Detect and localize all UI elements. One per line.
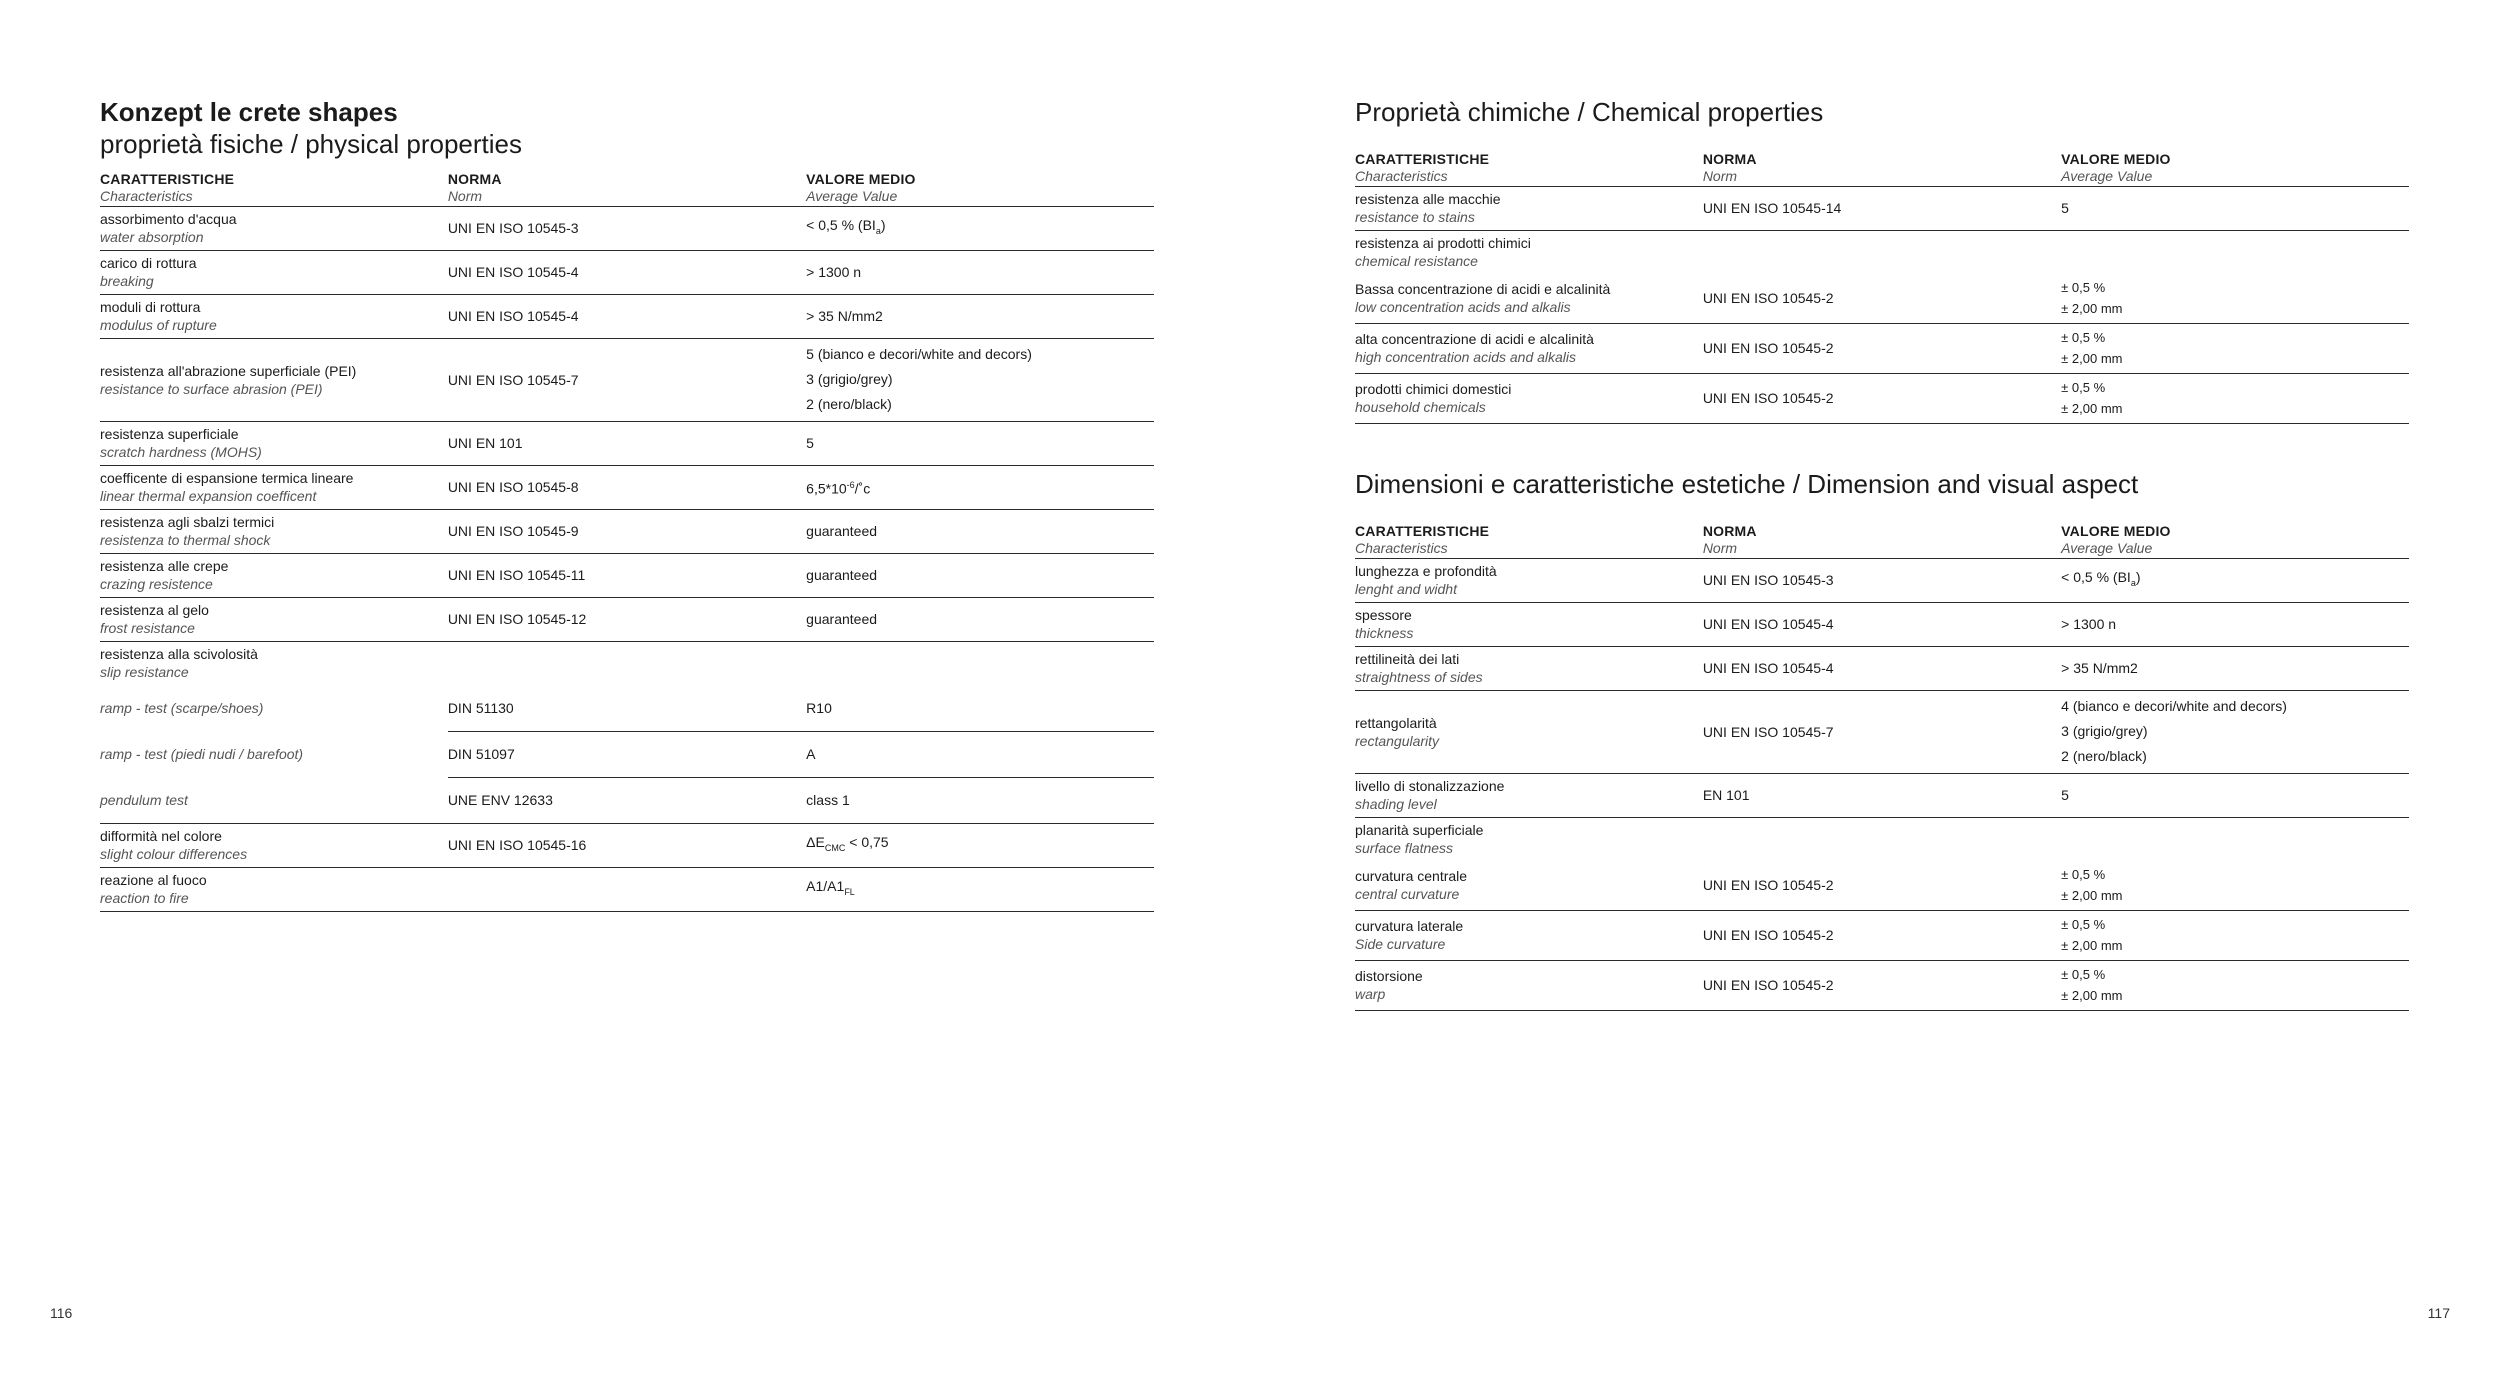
table-row: assorbimento d'acqua water absorption UNI EN ISO 10545-3 < 0,5 % $(BI_a)$ <box>100 207 1154 251</box>
table-row: spessore thickness UNI EN ISO 10545-4 > 1300 n <box>1355 603 2409 647</box>
header-average-value: VALORE MEDIO Average Value <box>2061 146 2409 187</box>
page-number-right: 117 <box>2427 1305 2450 1321</box>
table-row: curvatura centrale central curvature UNI EN ISO 10545-2 ± 0,5 % ± 2,00 mm <box>1355 861 2409 911</box>
table-row: distorsione warp UNI EN ISO 10545-2 ± 0,5 % ± 2,00 mm <box>1355 961 2409 1011</box>
table-row: ramp - test (scarpe/shoes) DIN 51130 R10 <box>100 685 1154 731</box>
table-row: resistenza alle crepe crazing resistence UNI EN ISO 10545-11 guaranteed <box>100 554 1154 598</box>
table-row: lunghezza e profondità lenght and widht UNI EN ISO 10545-3 < 0,5 % $(BI_a)$ <box>1355 559 2409 603</box>
table-row: pendulum test UNE ENV 12633 class 1 <box>100 777 1154 824</box>
header-characteristics: CARATTERISTICHE Characteristics <box>100 166 448 207</box>
table-row: curvatura laterale Side curvature UNI EN ISO 10545-2 ± 0,5 % ± 2,00 mm <box>1355 911 2409 961</box>
dimension-table <box>1355 518 2409 1011</box>
table-row: planarità superficiale surface flatness <box>1355 822 1484 856</box>
table-row: resistenza al gelo frost resistance UNI EN ISO 10545-12 guaranteed <box>100 598 1154 642</box>
table-header <box>100 166 1154 207</box>
chemical-properties-title: Proprietà chimiche / Chemical properties <box>1355 97 1824 127</box>
left-page <box>100 96 1154 912</box>
header-norm: NORMA Norm <box>1703 518 2061 559</box>
header-average-value: VALORE MEDIO Average Value <box>806 166 1154 207</box>
table-row: Bassa concentrazione di acidi e alcalinità low concentration acids and alkalis UNI EN ISO 10545-2 ± 0,5 % ± 2,00 mm <box>1355 274 2409 324</box>
header-average-value: VALORE MEDIO Average Value <box>2061 518 2409 559</box>
page-number-left: 116 <box>50 1305 73 1321</box>
header-norm: NORMA Norm <box>448 166 806 207</box>
table-row: resistenza ai prodotti chimici chemical resistance <box>1355 235 1531 269</box>
physical-properties-title: proprietà fisiche / physical properties <box>100 129 522 159</box>
header-norm: NORMA Norm <box>1703 146 2061 187</box>
table-row: resistenza superficiale scratch hardness (MOHS) UNI EN 101 5 <box>100 422 1154 466</box>
header-characteristics: CARATTERISTICHE Characteristics <box>1355 518 1703 559</box>
dimension-title: Dimensioni e caratteristiche estetiche / Dimension and visual aspect <box>1355 469 2139 499</box>
table-row: carico di rottura breaking UNI EN ISO 10545-4 > 1300 n <box>100 251 1154 295</box>
table-row: resistenza alla scivolosità slip resistance <box>100 646 258 680</box>
table-row: resistenza agli sbalzi termici resistenza to thermal shock UNI EN ISO 10545-9 guaranteed <box>100 510 1154 554</box>
table-header <box>1355 518 2409 559</box>
chemical-properties-table <box>1355 146 2409 424</box>
table-row: alta concentrazione di acidi e alcalinità high concentration acids and alkalis UNI EN ISO 10545-2 ± 0,5 % ± 2,00 mm <box>1355 324 2409 374</box>
table-row: ramp - test (piedi nudi / barefoot) DIN 51097 A <box>100 731 1154 777</box>
table-row: livello di stonalizzazione shading level EN 101 5 <box>1355 774 2409 818</box>
table-row: difformità nel colore slight colour differences UNI EN ISO 10545-16 $\Delta E_{CMC} < 0,75$ <box>100 824 1154 868</box>
table-row: moduli di rottura modulus of rupture UNI EN ISO 10545-4 > 35 N/mm2 <box>100 295 1154 339</box>
header-characteristics: CARATTERISTICHE Characteristics <box>1355 146 1703 187</box>
table-row: rettangolarità rectangularity UNI EN ISO 10545-7 4 (bianco e decori/white and decors) 3 (grigio/grey) 2 (nero/black) <box>1355 691 2409 774</box>
right-page <box>1355 96 2409 1011</box>
table-row: resistenza all'abrazione superficiale (PEI) resistance to surface abrasion (PEI) UNI EN ISO 10545-7 5 (bianco e decori/white and decors) 3 (grigio/grey) 2 (nero/black) <box>100 339 1154 422</box>
physical-properties-table <box>100 166 1154 912</box>
table-row: rettilineità dei lati straightness of sides UNI EN ISO 10545-4 > 35 N/mm2 <box>1355 647 2409 691</box>
table-row: reazione al fuoco reaction to fire $A1/A1_{FL}$ <box>100 868 1154 912</box>
dimension-section <box>1355 468 2409 1011</box>
product-title: Konzept le crete shapes <box>100 97 398 127</box>
table-row: resistenza alle macchie resistance to stains UNI EN ISO 10545-14 5 <box>1355 187 2409 231</box>
table-row: coefficente di espansione termica lineare linear thermal expansion coefficent UNI EN ISO 10545-8 $6,5*10^{-6}/˚c$ <box>100 466 1154 510</box>
table-header <box>1355 146 2409 187</box>
table-row: prodotti chimici domestici household chemicals UNI EN ISO 10545-2 ± 0,5 % ± 2,00 mm <box>1355 374 2409 424</box>
